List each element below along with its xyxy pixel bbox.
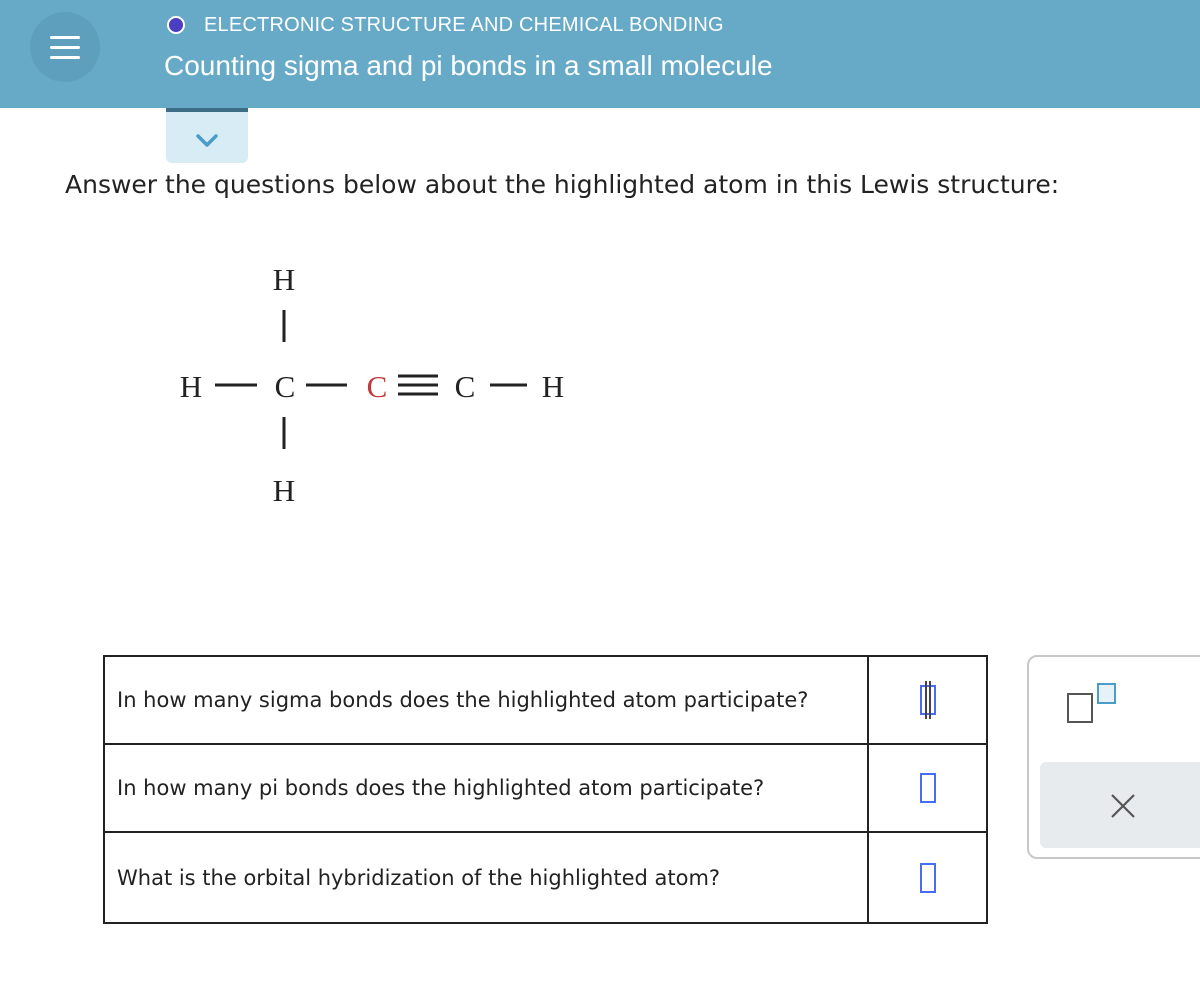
atom-h-right: H — [541, 369, 565, 404]
question-pi-text: In how many pi bonds does the highlighted atom participate? — [104, 744, 868, 832]
answer-cell-hybridization[interactable] — [868, 832, 987, 923]
expand-toggle-button[interactable] — [166, 108, 248, 163]
atom-h-bottom: H — [272, 473, 296, 508]
hybridization-answer-input[interactable] — [920, 863, 936, 893]
menu-button[interactable] — [30, 12, 100, 82]
bond-c-c-triple — [398, 376, 438, 394]
topic-status-dot — [167, 16, 185, 34]
atom-c-left: C — [274, 369, 296, 404]
lewis-structure — [160, 250, 600, 530]
answer-cell-sigma[interactable] — [868, 656, 987, 744]
answer-cell-pi[interactable] — [868, 744, 987, 832]
questions-table — [103, 655, 988, 924]
atom-c-highlighted: C — [366, 369, 388, 404]
menu-icon — [50, 36, 80, 39]
topic-label: ELECTRONIC STRUCTURE AND CHEMICAL BONDING — [204, 14, 724, 36]
atom-h-top: H — [272, 262, 296, 297]
page-title: Counting sigma and pi bonds in a small molecule — [164, 50, 773, 81]
question-sigma-text: In how many sigma bonds does the highlighted atom participate? — [104, 656, 868, 744]
table-row — [104, 744, 987, 832]
question-hybridization-text: What is the orbital hybridization of the highlighted atom? — [104, 832, 868, 923]
pi-answer-input[interactable] — [920, 773, 936, 803]
close-icon[interactable] — [1103, 786, 1143, 826]
superscript-box-icon[interactable] — [1060, 680, 1130, 730]
table-row — [104, 832, 987, 923]
header-bar — [0, 0, 1200, 108]
sigma-answer-input[interactable] — [920, 685, 936, 715]
atom-c-right: C — [454, 369, 476, 404]
question-prompt: Answer the questions below about the highlighted atom in this Lewis structure: — [65, 170, 1060, 199]
table-row — [104, 656, 987, 744]
atom-h-left: H — [179, 369, 203, 404]
chevron-down-icon — [166, 112, 248, 163]
